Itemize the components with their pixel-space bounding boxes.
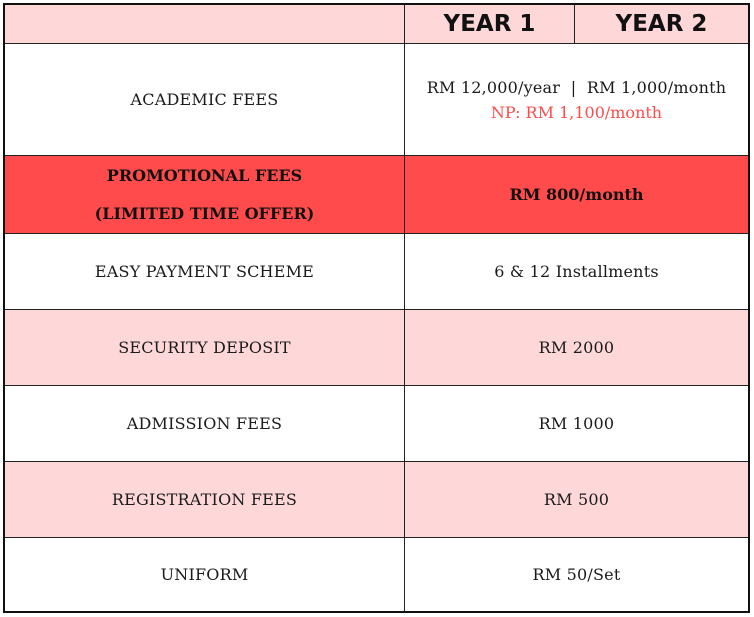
row-value: RM 500	[543, 490, 610, 509]
fees-table	[3, 3, 750, 613]
row-value-cell	[405, 44, 748, 155]
row-label: ADMISSION FEES	[126, 414, 283, 433]
promo-label-line2: (LIMITED TIME OFFER)	[94, 203, 315, 223]
row-value-cell	[405, 156, 748, 233]
row-label: REGISTRATION FEES	[111, 490, 298, 509]
year2-heading: YEAR 2	[615, 11, 708, 37]
row-label-cell	[5, 538, 405, 611]
row-value-cell	[405, 386, 748, 461]
row-value: 6 & 12 Installments	[494, 262, 659, 281]
row-value: RM 50/Set	[532, 565, 621, 584]
table-row-academic-fees	[5, 44, 748, 156]
table-row-promotional-fees	[5, 156, 748, 234]
row-label-cell	[5, 44, 405, 155]
row-label-cell	[5, 462, 405, 537]
row-value: RM 1000	[538, 414, 615, 433]
row-label-cell	[5, 234, 405, 309]
row-label: EASY PAYMENT SCHEME	[94, 262, 315, 281]
header-year2-cell	[575, 5, 748, 43]
row-value-cell	[405, 234, 748, 309]
table-row-security-deposit	[5, 310, 748, 386]
table-row-admission-fees	[5, 386, 748, 462]
academic-fee-np-note: NP: RM 1,100/month	[490, 102, 663, 122]
row-value: RM 2000	[538, 338, 615, 357]
row-value-cell	[405, 310, 748, 385]
header-row	[5, 5, 748, 44]
table-row-registration-fees	[5, 462, 748, 538]
year1-heading: YEAR 1	[443, 11, 536, 37]
table-row-easy-payment	[5, 234, 748, 310]
promo-value: RM 800/month	[509, 184, 644, 204]
row-label: UNIFORM	[160, 565, 249, 584]
row-label: ACADEMIC FEES	[130, 90, 279, 109]
header-year1-cell	[405, 5, 575, 43]
row-label: SECURITY DEPOSIT	[118, 338, 291, 357]
row-label-cell	[5, 310, 405, 385]
academic-fee-value: RM 12,000/year | RM 1,000/month	[426, 77, 727, 97]
row-label-cell	[5, 156, 405, 233]
row-value-cell	[405, 538, 748, 611]
promo-label-line1: PROMOTIONAL FEES	[106, 165, 303, 185]
header-empty-cell	[5, 5, 405, 43]
row-value-cell	[405, 462, 748, 537]
table-row-uniform	[5, 538, 748, 611]
row-label-cell	[5, 386, 405, 461]
